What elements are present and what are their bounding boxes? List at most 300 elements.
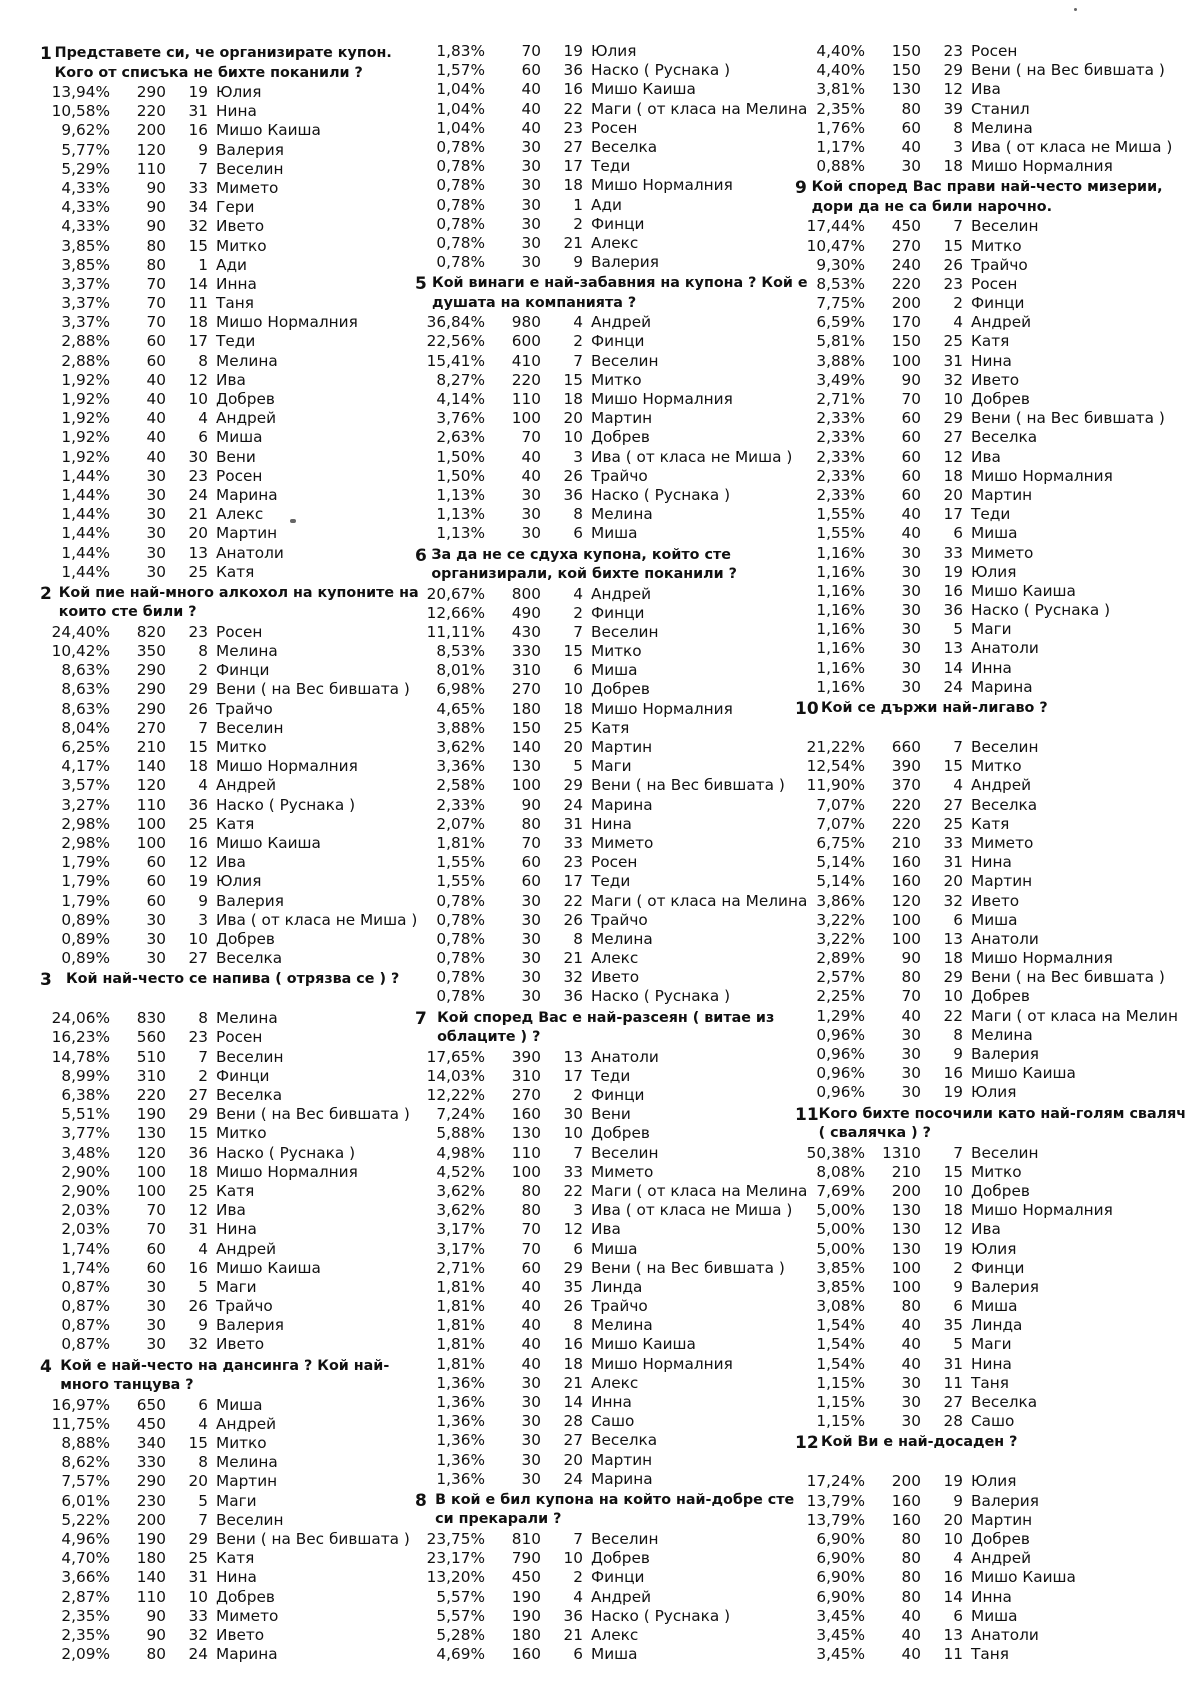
person-name-cell: Вени ( на Вес бившата ) (971, 968, 1165, 987)
result-row (795, 1626, 1193, 1645)
percent-cell: 3,86% (816, 891, 865, 910)
votes-cell: 290 (136, 699, 166, 718)
votes-cell: 450 (511, 1568, 541, 1587)
percent-cell: 0,96% (816, 1083, 865, 1102)
percent-cell: 7,57% (61, 1472, 110, 1491)
result-row (415, 700, 815, 719)
votes-cell: 30 (521, 1373, 541, 1392)
person-name-cell: Вени ( на Вес бившата ) (971, 409, 1165, 428)
percent-cell: 3,85% (816, 1277, 865, 1296)
percent-cell: 2,98% (61, 833, 110, 852)
person-name-cell: Мелина (216, 351, 278, 370)
person-number-cell: 4 (198, 1414, 208, 1433)
person-name-cell: Станил (971, 99, 1030, 118)
votes-cell: 450 (891, 217, 921, 236)
person-number-cell: 18 (563, 176, 583, 195)
votes-cell: 30 (521, 195, 541, 214)
votes-cell: 60 (521, 1258, 541, 1277)
votes-cell: 30 (901, 581, 921, 600)
percent-cell: 3,88% (436, 718, 485, 737)
question-title: За да не се сдуха купона, който сте организирали, кой бихте поканили ? (431, 546, 737, 582)
result-row (415, 1530, 815, 1549)
person-name-cell: Мишо Каиша (216, 833, 321, 852)
person-number-cell: 20 (563, 1450, 583, 1469)
person-number-cell: 17 (563, 157, 583, 176)
votes-cell: 210 (891, 1162, 921, 1181)
result-row (415, 680, 815, 699)
person-number-cell: 35 (563, 1277, 583, 1296)
percent-cell: 4,40% (816, 61, 865, 80)
person-number-cell: 32 (563, 968, 583, 987)
result-row (415, 1163, 815, 1182)
person-number-cell: 8 (198, 642, 208, 661)
person-name-cell: Инна (216, 274, 257, 293)
percent-cell: 6,90% (816, 1529, 865, 1548)
percent-cell: 4,33% (61, 198, 110, 217)
percent-cell: 2,89% (816, 949, 865, 968)
person-number-cell: 7 (953, 1143, 963, 1162)
votes-cell: 100 (136, 833, 166, 852)
result-row (415, 1568, 815, 1587)
votes-cell: 30 (901, 1064, 921, 1083)
result-row (795, 80, 1193, 99)
person-name-cell: Веселка (971, 1393, 1038, 1411)
column-left (40, 42, 420, 1664)
person-number-cell: 16 (188, 121, 208, 140)
result-row (40, 1492, 420, 1511)
result-row (795, 1588, 1193, 1607)
votes-cell: 150 (891, 61, 921, 80)
result-row (795, 100, 1193, 119)
votes-cell: 430 (511, 622, 541, 641)
votes-cell: 40 (901, 1625, 921, 1644)
person-name-cell: Миша (971, 1297, 1018, 1316)
result-row (40, 834, 420, 853)
percent-cell: 1,79% (61, 853, 110, 872)
person-name-cell: Миша (591, 1645, 638, 1664)
person-number-cell: 4 (953, 1549, 963, 1568)
person-number-cell: 4 (953, 776, 963, 795)
result-row (795, 1163, 1193, 1182)
result-row (795, 61, 1193, 80)
result-row (40, 1086, 420, 1105)
person-number-cell: 10 (943, 390, 963, 408)
person-name-cell: Мишо Нормалния (591, 176, 733, 195)
votes-cell: 40 (901, 1606, 921, 1625)
votes-cell: 130 (511, 757, 541, 776)
person-name-cell: Мишо Нормалния (591, 699, 733, 718)
person-number-cell: 16 (563, 80, 583, 99)
person-number-cell: 2 (573, 214, 583, 233)
votes-cell: 60 (901, 409, 921, 428)
votes-cell: 30 (901, 1373, 921, 1392)
person-name-cell: Анатоли (591, 1047, 659, 1066)
person-number-cell: 15 (188, 1434, 208, 1452)
votes-cell: 200 (891, 1181, 921, 1200)
person-number-cell: 10 (188, 390, 208, 408)
votes-cell: 160 (891, 872, 921, 891)
result-row (415, 1124, 815, 1143)
person-name-cell: Мелина (591, 1316, 653, 1335)
result-row (415, 1355, 815, 1374)
person-number-cell: 4 (198, 409, 208, 428)
percent-cell: 5,14% (816, 853, 865, 872)
result-row (40, 486, 420, 505)
person-name-cell: Андрей (216, 1414, 277, 1433)
percent-cell: 2,88% (61, 351, 110, 370)
person-number-cell: 26 (188, 1297, 208, 1316)
votes-cell: 90 (146, 1625, 166, 1644)
question-header (415, 546, 815, 585)
percent-cell: 1,16% (816, 658, 865, 677)
percent-cell: 4,69% (436, 1645, 485, 1664)
person-name-cell: Марина (971, 677, 1033, 696)
votes-cell: 100 (891, 929, 921, 948)
person-number-cell: 32 (188, 1335, 208, 1354)
person-name-cell: Ива (971, 1220, 1001, 1239)
percent-cell: 5,00% (816, 1220, 865, 1239)
votes-cell: 30 (146, 466, 166, 485)
percent-cell: 1,55% (816, 505, 865, 524)
question-header (795, 1105, 1193, 1144)
person-name-cell: Андрей (971, 776, 1032, 795)
person-name-cell: Валерия (216, 140, 284, 159)
votes-cell: 30 (901, 1083, 921, 1102)
votes-cell: 170 (891, 313, 921, 332)
percent-cell: 8,04% (61, 718, 110, 737)
votes-cell: 100 (891, 1277, 921, 1296)
votes-cell: 30 (521, 505, 541, 524)
result-row (795, 1492, 1193, 1511)
result-row (415, 352, 815, 371)
votes-cell: 40 (901, 1645, 921, 1664)
person-number-cell: 30 (188, 447, 208, 466)
percent-cell: 5,00% (816, 1239, 865, 1258)
percent-cell: 2,87% (61, 1587, 110, 1606)
person-number-cell: 18 (563, 1354, 583, 1373)
percent-cell: 3,62% (436, 1181, 485, 1200)
percent-cell: 1,36% (436, 1469, 485, 1488)
percent-cell: 20,67% (426, 584, 485, 603)
percent-cell: 1,13% (436, 505, 485, 524)
person-name-cell: Мимето (216, 1606, 279, 1625)
result-row (795, 853, 1193, 872)
percent-cell: 3,49% (816, 370, 865, 389)
result-row (795, 1316, 1193, 1335)
person-number-cell: 29 (563, 1258, 583, 1277)
person-number-cell: 8 (953, 118, 963, 137)
votes-cell: 30 (146, 1277, 166, 1296)
votes-cell: 30 (521, 233, 541, 252)
percent-cell: 2,88% (61, 332, 110, 351)
votes-cell: 190 (136, 1529, 166, 1548)
person-number-cell: 3 (953, 137, 963, 156)
person-number-cell: 21 (563, 233, 583, 252)
person-name-cell: Митко (216, 1124, 267, 1143)
person-name-cell: Мимето (971, 543, 1034, 562)
votes-cell: 80 (146, 1645, 166, 1664)
votes-cell: 30 (521, 968, 541, 987)
person-number-cell: 2 (573, 332, 583, 351)
result-row (415, 623, 815, 642)
person-number-cell: 6 (953, 1297, 963, 1316)
person-number-cell: 15 (563, 370, 583, 389)
percent-cell: 3,22% (816, 929, 865, 948)
result-row (795, 1393, 1193, 1412)
person-name-cell: Митко (971, 1162, 1022, 1181)
person-number-cell: 32 (188, 217, 208, 236)
person-number-cell: 25 (563, 718, 583, 737)
result-row (415, 1278, 815, 1297)
result-row (415, 1201, 815, 1220)
percent-cell: 9,62% (61, 121, 110, 140)
result-row (415, 949, 815, 968)
person-number-cell: 19 (188, 872, 208, 891)
person-name-cell: Наско ( Руснака ) (591, 61, 731, 80)
result-row (795, 1064, 1193, 1083)
result-row (795, 639, 1193, 658)
person-name-cell: Митко (591, 642, 642, 661)
result-row (795, 949, 1193, 968)
votes-cell: 40 (901, 1335, 921, 1354)
result-row (40, 1472, 420, 1491)
person-number-cell: 25 (188, 562, 208, 581)
person-number-cell: 11 (943, 1645, 963, 1664)
person-name-cell: Мишо Нормалния (216, 1162, 358, 1181)
result-row (795, 776, 1193, 795)
person-number-cell: 19 (188, 83, 208, 101)
person-number-cell: 33 (943, 543, 963, 562)
result-row (415, 234, 815, 253)
person-number-cell: 23 (188, 622, 208, 641)
person-name-cell: Анатоли (971, 639, 1039, 658)
percent-cell: 16,23% (51, 1028, 110, 1047)
question-number: 1 (40, 44, 52, 64)
percent-cell: 2,09% (61, 1645, 110, 1664)
votes-cell: 160 (891, 853, 921, 872)
person-number-cell: 9 (953, 1277, 963, 1296)
percent-cell: 1,44% (61, 543, 110, 562)
votes-cell: 270 (136, 718, 166, 737)
person-number-cell: 31 (943, 853, 963, 872)
votes-cell: 190 (511, 1587, 541, 1606)
result-row (415, 1393, 815, 1412)
question-block (40, 970, 420, 1354)
person-number-cell: 18 (943, 466, 963, 485)
votes-cell: 40 (521, 1316, 541, 1335)
spacer (795, 719, 1193, 738)
votes-cell: 200 (891, 294, 921, 313)
votes-cell: 40 (901, 1006, 921, 1025)
percent-cell: 7,69% (816, 1181, 865, 1200)
percent-cell: 1,04% (436, 118, 485, 137)
person-number-cell: 31 (188, 1220, 208, 1239)
votes-cell: 450 (136, 1414, 166, 1433)
result-row (415, 796, 815, 815)
result-row (795, 1549, 1193, 1568)
votes-cell: 200 (136, 1510, 166, 1529)
votes-cell: 180 (511, 699, 541, 718)
percent-cell: 5,81% (816, 332, 865, 351)
votes-cell: 30 (146, 1335, 166, 1354)
votes-cell: 30 (521, 910, 541, 929)
percent-cell: 5,00% (816, 1201, 865, 1220)
person-name-cell: Добрев (591, 428, 650, 447)
person-number-cell: 7 (198, 159, 208, 178)
person-number-cell: 31 (943, 351, 963, 370)
percent-cell: 11,90% (806, 776, 865, 795)
votes-cell: 90 (901, 370, 921, 389)
votes-cell: 30 (146, 949, 166, 968)
person-number-cell: 27 (943, 795, 963, 814)
votes-cell: 60 (901, 118, 921, 137)
person-number-cell: 27 (563, 1431, 583, 1450)
percent-cell: 3,37% (61, 294, 110, 313)
result-row (415, 215, 815, 234)
percent-cell: 1,81% (436, 1297, 485, 1316)
votes-cell: 90 (146, 1606, 166, 1625)
person-name-cell: Ива (971, 80, 1001, 99)
result-row (415, 1105, 815, 1124)
result-row (795, 930, 1193, 949)
result-row (795, 428, 1193, 447)
result-row (415, 815, 815, 834)
person-number-cell: 27 (943, 1393, 963, 1411)
votes-cell: 270 (511, 680, 541, 699)
person-name-cell: Маги ( от класа на Мелина (591, 891, 808, 910)
result-row (40, 719, 420, 738)
result-row (40, 563, 420, 582)
votes-cell: 100 (891, 351, 921, 370)
person-number-cell: 20 (563, 409, 583, 428)
percent-cell: 0,87% (61, 1277, 110, 1296)
votes-cell: 70 (521, 1239, 541, 1258)
result-row (415, 313, 815, 332)
person-name-cell: Марина (216, 1645, 278, 1664)
percent-cell: 0,87% (61, 1335, 110, 1354)
percent-cell: 1,36% (436, 1450, 485, 1469)
percent-cell: 3,22% (816, 910, 865, 929)
person-name-cell: Мартин (971, 485, 1033, 504)
result-row (415, 448, 815, 467)
person-number-cell: 22 (943, 1006, 963, 1025)
result-row (415, 892, 815, 911)
person-name-cell: Нина (971, 853, 1012, 872)
person-name-cell: Сашо (591, 1412, 635, 1431)
person-name-cell: Катя (971, 332, 1010, 351)
votes-cell: 220 (891, 274, 921, 293)
person-number-cell: 24 (563, 1469, 583, 1488)
person-name-cell: Валерия (971, 1045, 1039, 1063)
result-row (795, 1220, 1193, 1239)
person-number-cell: 5 (198, 1277, 208, 1296)
percent-cell: 5,29% (61, 159, 110, 178)
person-number-cell: 31 (188, 1568, 208, 1587)
person-name-cell: Росен (216, 622, 263, 641)
person-name-cell: Мишо Каиша (591, 1335, 696, 1354)
person-name-cell: Митко (216, 738, 267, 756)
person-number-cell: 5 (573, 757, 583, 776)
result-row (40, 776, 420, 795)
person-name-cell: Добрев (216, 1587, 275, 1606)
votes-cell: 30 (901, 677, 921, 696)
percent-cell: 3,27% (61, 795, 110, 814)
percent-cell: 1,54% (816, 1354, 865, 1373)
votes-cell: 90 (901, 949, 921, 968)
votes-cell: 40 (901, 505, 921, 524)
votes-cell: 820 (136, 622, 166, 641)
person-name-cell: Веселка (591, 137, 658, 156)
percent-cell: 1,92% (61, 409, 110, 428)
person-name-cell: Мишо Каиша (971, 1064, 1076, 1083)
person-number-cell: 24 (188, 485, 208, 504)
person-number-cell: 25 (943, 814, 963, 833)
result-row (40, 1415, 420, 1434)
column-middle (415, 42, 815, 1664)
percent-cell: 3,57% (61, 776, 110, 795)
person-name-cell: Веселка (971, 428, 1038, 447)
votes-cell: 130 (136, 1124, 166, 1143)
person-number-cell: 23 (188, 466, 208, 485)
votes-cell: 60 (146, 1258, 166, 1277)
person-number-cell: 29 (188, 1529, 208, 1548)
percent-cell: 2,90% (61, 1162, 110, 1181)
question-block (795, 1105, 1193, 1432)
person-number-cell: 2 (573, 1086, 583, 1104)
person-number-cell: 9 (198, 891, 208, 910)
person-number-cell: 13 (943, 1625, 963, 1644)
person-number-cell: 19 (563, 42, 583, 60)
person-number-cell: 36 (943, 601, 963, 620)
person-name-cell: Веселин (591, 1143, 659, 1162)
person-number-cell: 22 (563, 99, 583, 118)
person-number-cell: 2 (573, 1568, 583, 1587)
percent-cell: 1,50% (436, 466, 485, 485)
person-name-cell: Финци (971, 1258, 1025, 1277)
percent-cell: 2,33% (816, 466, 865, 485)
person-number-cell: 9 (573, 253, 583, 272)
votes-cell: 1310 (882, 1143, 921, 1162)
percent-cell: 1,55% (436, 872, 485, 891)
result-row (795, 620, 1193, 639)
person-number-cell: 13 (943, 639, 963, 658)
person-number-cell: 26 (943, 255, 963, 274)
person-number-cell: 33 (563, 833, 583, 852)
votes-cell: 100 (136, 1181, 166, 1200)
result-row (795, 582, 1193, 601)
result-row (415, 604, 815, 623)
percent-cell: 0,78% (436, 137, 485, 156)
person-name-cell: Маги ( от класа на Мелин (971, 1006, 1178, 1025)
result-row (40, 121, 420, 140)
person-number-cell: 4 (198, 1239, 208, 1258)
person-name-cell: Росен (591, 118, 638, 137)
person-number-cell: 7 (953, 217, 963, 236)
votes-cell: 130 (891, 1201, 921, 1220)
person-name-cell: Мартин (971, 1510, 1033, 1529)
person-number-cell: 10 (563, 680, 583, 699)
person-name-cell: Миша (591, 524, 638, 543)
result-row (415, 853, 815, 872)
votes-cell: 650 (136, 1395, 166, 1414)
person-number-cell: 25 (188, 1181, 208, 1200)
question-header (40, 44, 420, 83)
person-name-cell: Митко (216, 236, 267, 255)
percent-cell: 10,58% (51, 102, 110, 121)
result-row (40, 680, 420, 699)
percent-cell: 4,98% (436, 1143, 485, 1162)
person-number-cell: 16 (943, 581, 963, 600)
